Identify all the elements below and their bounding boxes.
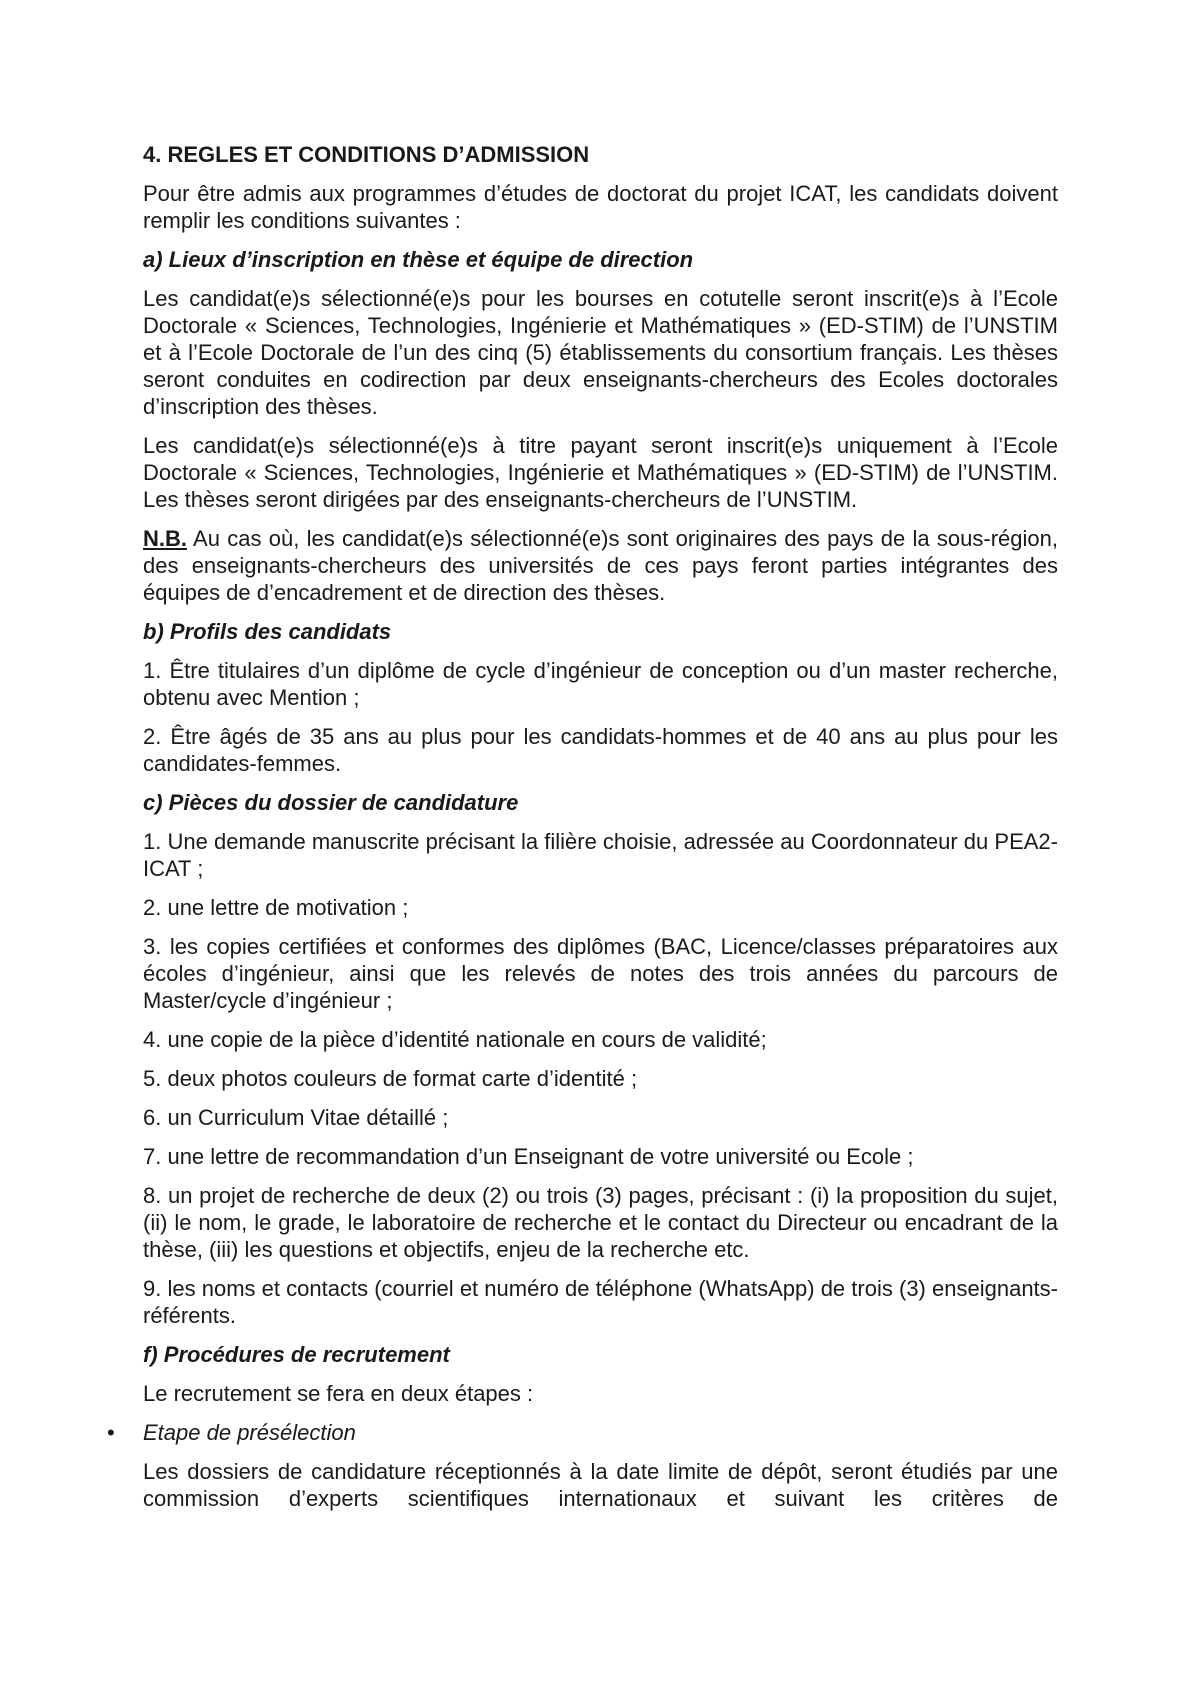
nota-bene-text: Au cas où, les candidat(e)s sélectionné(e)s sont originaires des pays de la sous-région, des enseignants-chercheurs des universités de ces pays feront parties intégrantes des équipes de d’encadrement et de direction des thèses. (143, 526, 1058, 605)
document-page (107, 141, 1058, 1524)
bullet-icon: • (107, 1420, 115, 1445)
subsection-b-title: b) Profils des candidats (143, 619, 392, 644)
intro-paragraph: Pour être admis aux programmes d’études de doctorat du projet ICAT, les candidats doivent remplir les conditions suivantes : (143, 181, 1058, 233)
profile-item: 2. Être âgés de 35 ans au plus pour les candidats-hommes et de 40 ans au plus pour les candidates-femmes. (143, 724, 1058, 776)
profile-item: 1. Être titulaires d’un diplôme de cycle d’ingénieur de conception ou d’un master recherche, obtenu avec Mention ; (143, 658, 1058, 710)
subsection-f-title: f) Procédures de recrutement (143, 1342, 450, 1367)
document-item: 1. Une demande manuscrite précisant la filière choisie, adressée au Coordonnateur du PEA2-ICAT ; (143, 829, 1058, 881)
document-item: 2. une lettre de motivation ; (143, 895, 409, 920)
subsection-c-title: c) Pièces du dossier de candidature (143, 790, 519, 815)
section-title: 4. REGLES ET CONDITIONS D’ADMISSION (143, 142, 590, 167)
document-item: 5. deux photos couleurs de format carte d’identité ; (143, 1066, 638, 1091)
document-item: 3. les copies certifiées et conformes des diplômes (BAC, Licence/classes préparatoires aux écoles d’ingénieur, ainsi que les relevés de notes des trois années du parcours de Master/cycle d’ingénieur ; (143, 934, 1058, 1013)
step-preselection-text: Les dossiers de candidature réceptionnés à la date limite de dépôt, seront étudiés par une commission d’experts scientifiques internationaux et suivant les critères de (143, 1459, 1058, 1511)
document-item: 9. les noms et contacts (courriel et numéro de téléphone (WhatsApp) de trois (3) enseignants-référents. (143, 1276, 1058, 1328)
document-item: 6. un Curriculum Vitae détaillé ; (143, 1105, 449, 1130)
nota-bene-label: N.B. (143, 526, 187, 551)
document-item: 8. un projet de recherche de deux (2) ou trois (3) pages, précisant : (i) la proposition du sujet, (ii) le nom, le grade, le laboratoire de recherche et le contact du Directeur ou encadrant de la thèse, (iii) les questions et objectifs, enjeu de la recherche etc. (143, 1183, 1058, 1262)
document-item: 4. une copie de la pièce d’identité nationale en cours de validité; (143, 1027, 767, 1052)
subsection-a-paragraph-1: Les candidat(e)s sélectionné(e)s pour les bourses en cotutelle seront inscrit(e)s à l’Ecole Doctorale « Sciences, Technologies, Ingénierie et Mathématiques » (ED-STIM) de l’UNSTIM et à l’Ecole Doctorale de l’un des cinq (5) établissements du consortium français. Les thèses seront conduites en codirection par deux enseignants-chercheurs des Ecoles doctorales d’inscription des thèses. (143, 286, 1058, 419)
recruitment-intro: Le recrutement se fera en deux étapes : (143, 1381, 534, 1406)
nota-bene-paragraph (143, 525, 1058, 606)
step-preselection-item (107, 1419, 1058, 1446)
document-item: 7. une lettre de recommandation d’un Enseignant de votre université ou Ecole ; (143, 1144, 914, 1169)
subsection-a-paragraph-2: Les candidat(e)s sélectionné(e)s à titre payant seront inscrit(e)s uniquement à l’Ecole Doctorale « Sciences, Technologies, Ingénierie et Mathématiques » (ED-STIM) de l’UNSTIM. Les thèses seront dirigées par des enseignants-chercheurs de l’UNSTIM. (143, 433, 1058, 512)
subsection-a-title: a) Lieux d’inscription en thèse et équipe de direction (143, 247, 694, 272)
step-preselection-title: Etape de présélection (143, 1420, 356, 1445)
